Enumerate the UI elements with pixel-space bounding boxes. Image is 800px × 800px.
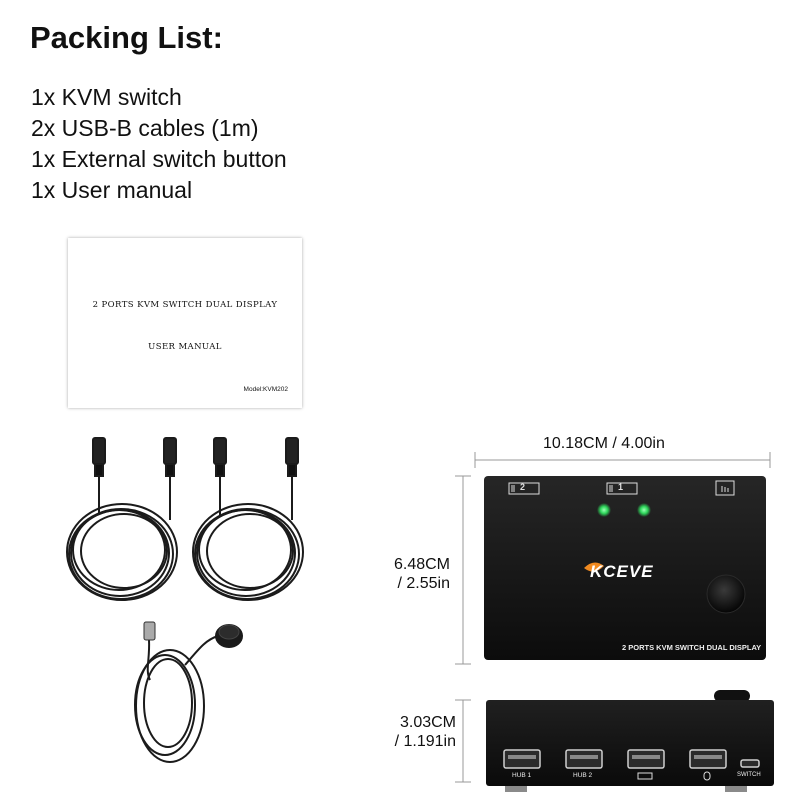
list-item: 1x User manual	[31, 177, 193, 203]
selector-knob	[707, 575, 745, 613]
device-caption: 2 PORTS KVM SWITCH DUAL DISPLAY	[622, 643, 762, 652]
port-label: SWITCH	[737, 772, 761, 778]
height-in: / 2.55in	[397, 575, 450, 592]
depth-dimension	[455, 700, 471, 782]
port-number-label: 1	[618, 482, 624, 492]
status-led	[597, 503, 611, 517]
depth-label	[372, 713, 456, 751]
height-dimension	[455, 476, 471, 664]
height-label	[376, 555, 450, 593]
height-cm: 6.48CM	[393, 556, 450, 573]
port-label: HUB 1	[512, 772, 532, 779]
manual-model: Model:KVM202	[243, 386, 288, 393]
brand-logo: KCEVE	[590, 562, 654, 581]
usb-b-cable	[193, 438, 303, 600]
status-led	[637, 503, 651, 517]
depth-cm: 3.03CM	[399, 714, 456, 731]
list-item: 1x External switch button	[31, 146, 287, 172]
port-label: HUB 2	[573, 772, 593, 779]
port-number-label: 2	[520, 482, 526, 492]
manual-title: 2 PORTS KVM SWITCH DUAL DISPLAY	[92, 300, 278, 310]
packing-list-title: Packing List:	[30, 20, 223, 55]
usb-b-cable	[67, 438, 177, 600]
manual-subtitle: USER MANUAL	[148, 342, 222, 352]
list-item: 2x USB-B cables (1m)	[31, 115, 259, 141]
width-label: 10.18CM / 4.00in	[543, 435, 665, 452]
depth-in: / 1.191in	[394, 733, 456, 750]
width-dimension	[475, 452, 770, 468]
external-switch-button	[135, 622, 243, 762]
usb-port	[741, 760, 759, 767]
list-item: 1x KVM switch	[31, 84, 182, 110]
